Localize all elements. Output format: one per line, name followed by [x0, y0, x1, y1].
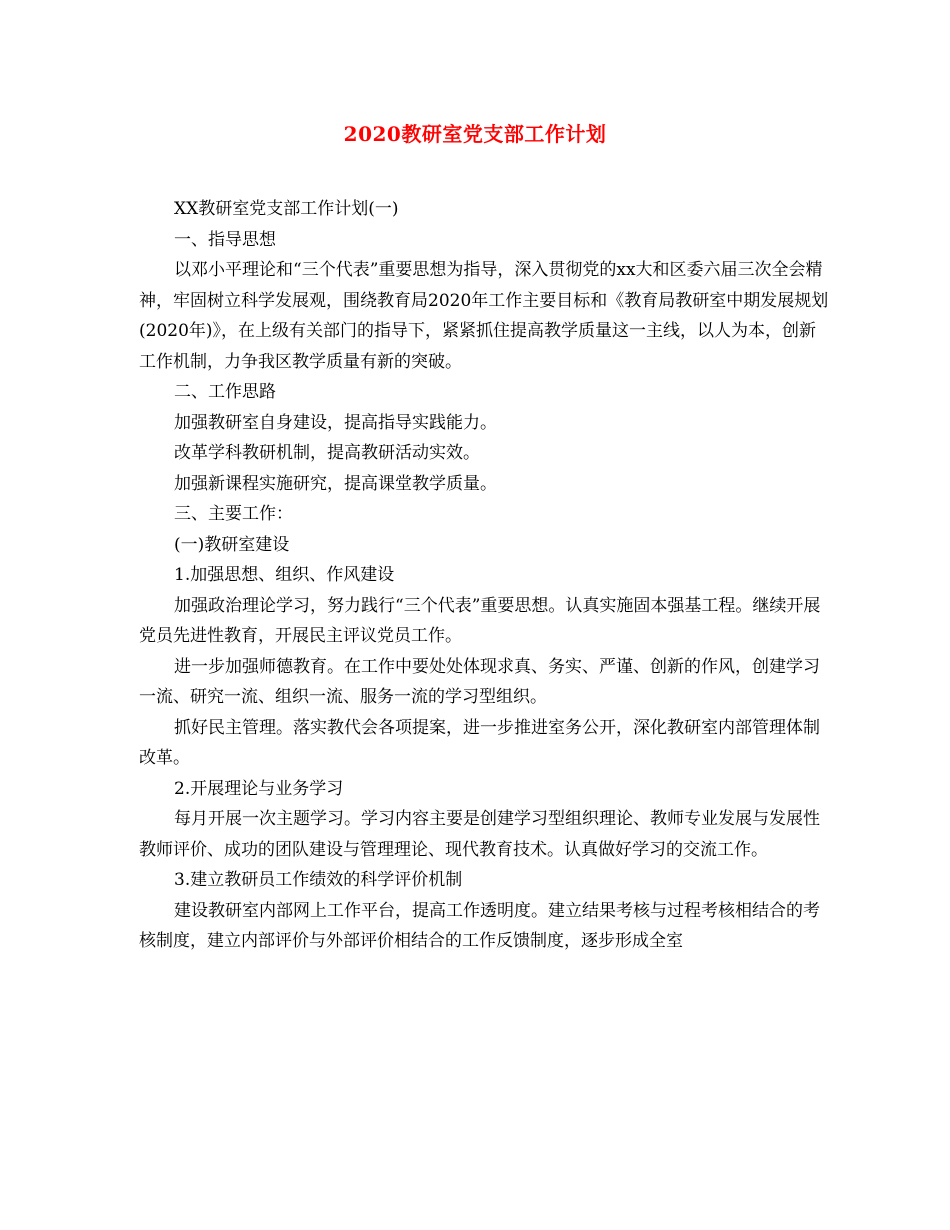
paragraph-political-study: 加强政治理论学习，努力践行“三个代表”重要思想。认真实施固本强基工程。继续开展党员先进性教育，开展民主评议党员工作。 — [139, 595, 821, 646]
item-heading-3: 3.建立教研员工作绩效的科学评价机制 — [174, 870, 463, 890]
paragraph-guiding-ideology: 以邓小平理论和“三个代表”重要思想为指导，深入贯彻党的xx大和区委六届三次全会精神，牢固树立科学发展观，围绕教育局2020年工作主要目标和《教育局教研室中期发展规划(2020年)》，在上级有关部门的指导下，紧紧抓住提高教学质量这一主线，以人为本，创新工作机制，力争我区教学质量有新的突破。 — [139, 260, 829, 372]
paragraph-democratic-management: 抓好民主管理。落实教代会各项提案，进一步推进室务公开，深化教研室内部管理体制改革。 — [139, 717, 820, 768]
paragraph-ethics-education: 进一步加强师德教育。在工作中要处处体现求真、务实、严谨、创新的作风，创建学习一流、研究一流、组织一流、服务一流的学习型组织。 — [139, 656, 820, 707]
section-heading-work-approach: 二、工作思路 — [174, 382, 276, 402]
plan-heading: XX教研室党支部工作计划(一) — [174, 199, 399, 219]
section-heading-guiding-ideology: 一、指导思想 — [174, 229, 276, 250]
subsection-heading-office-building: (一)教研室建设 — [174, 534, 290, 555]
section-heading-main-work: 三、主要工作： — [174, 504, 293, 524]
document-body — [139, 194, 829, 957]
item-heading-2: 2.开展理论与业务学习 — [174, 778, 344, 799]
paragraph-approach-1: 加强教研室自身建设，提高指导实践能力。 — [174, 412, 497, 433]
item-heading-1: 1.加强思想、组织、作风建设 — [174, 565, 395, 585]
paragraph-approach-2: 改革学科教研机制，提高教研活动实效。 — [174, 443, 480, 463]
paragraph-approach-3: 加强新课程实施研究，提高课堂教学质量。 — [174, 473, 497, 494]
paragraph-monthly-study: 每月开展一次主题学习。学习内容主要是创建学习型组织理论、教师专业发展与发展性教师评价、成功的团队建设与管理理论、现代教育技术。认真做好学习的交流工作。 — [139, 809, 820, 860]
document-title: 2020教研室党支部工作计划 — [343, 122, 607, 146]
paragraph-evaluation-platform: 建设教研室内部网上工作平台，提高工作透明度。建立结果考核与过程考核相结合的考核制度，建立内部评价与外部评价相结合的工作反馈制度，逐步形成全室 — [139, 900, 820, 951]
